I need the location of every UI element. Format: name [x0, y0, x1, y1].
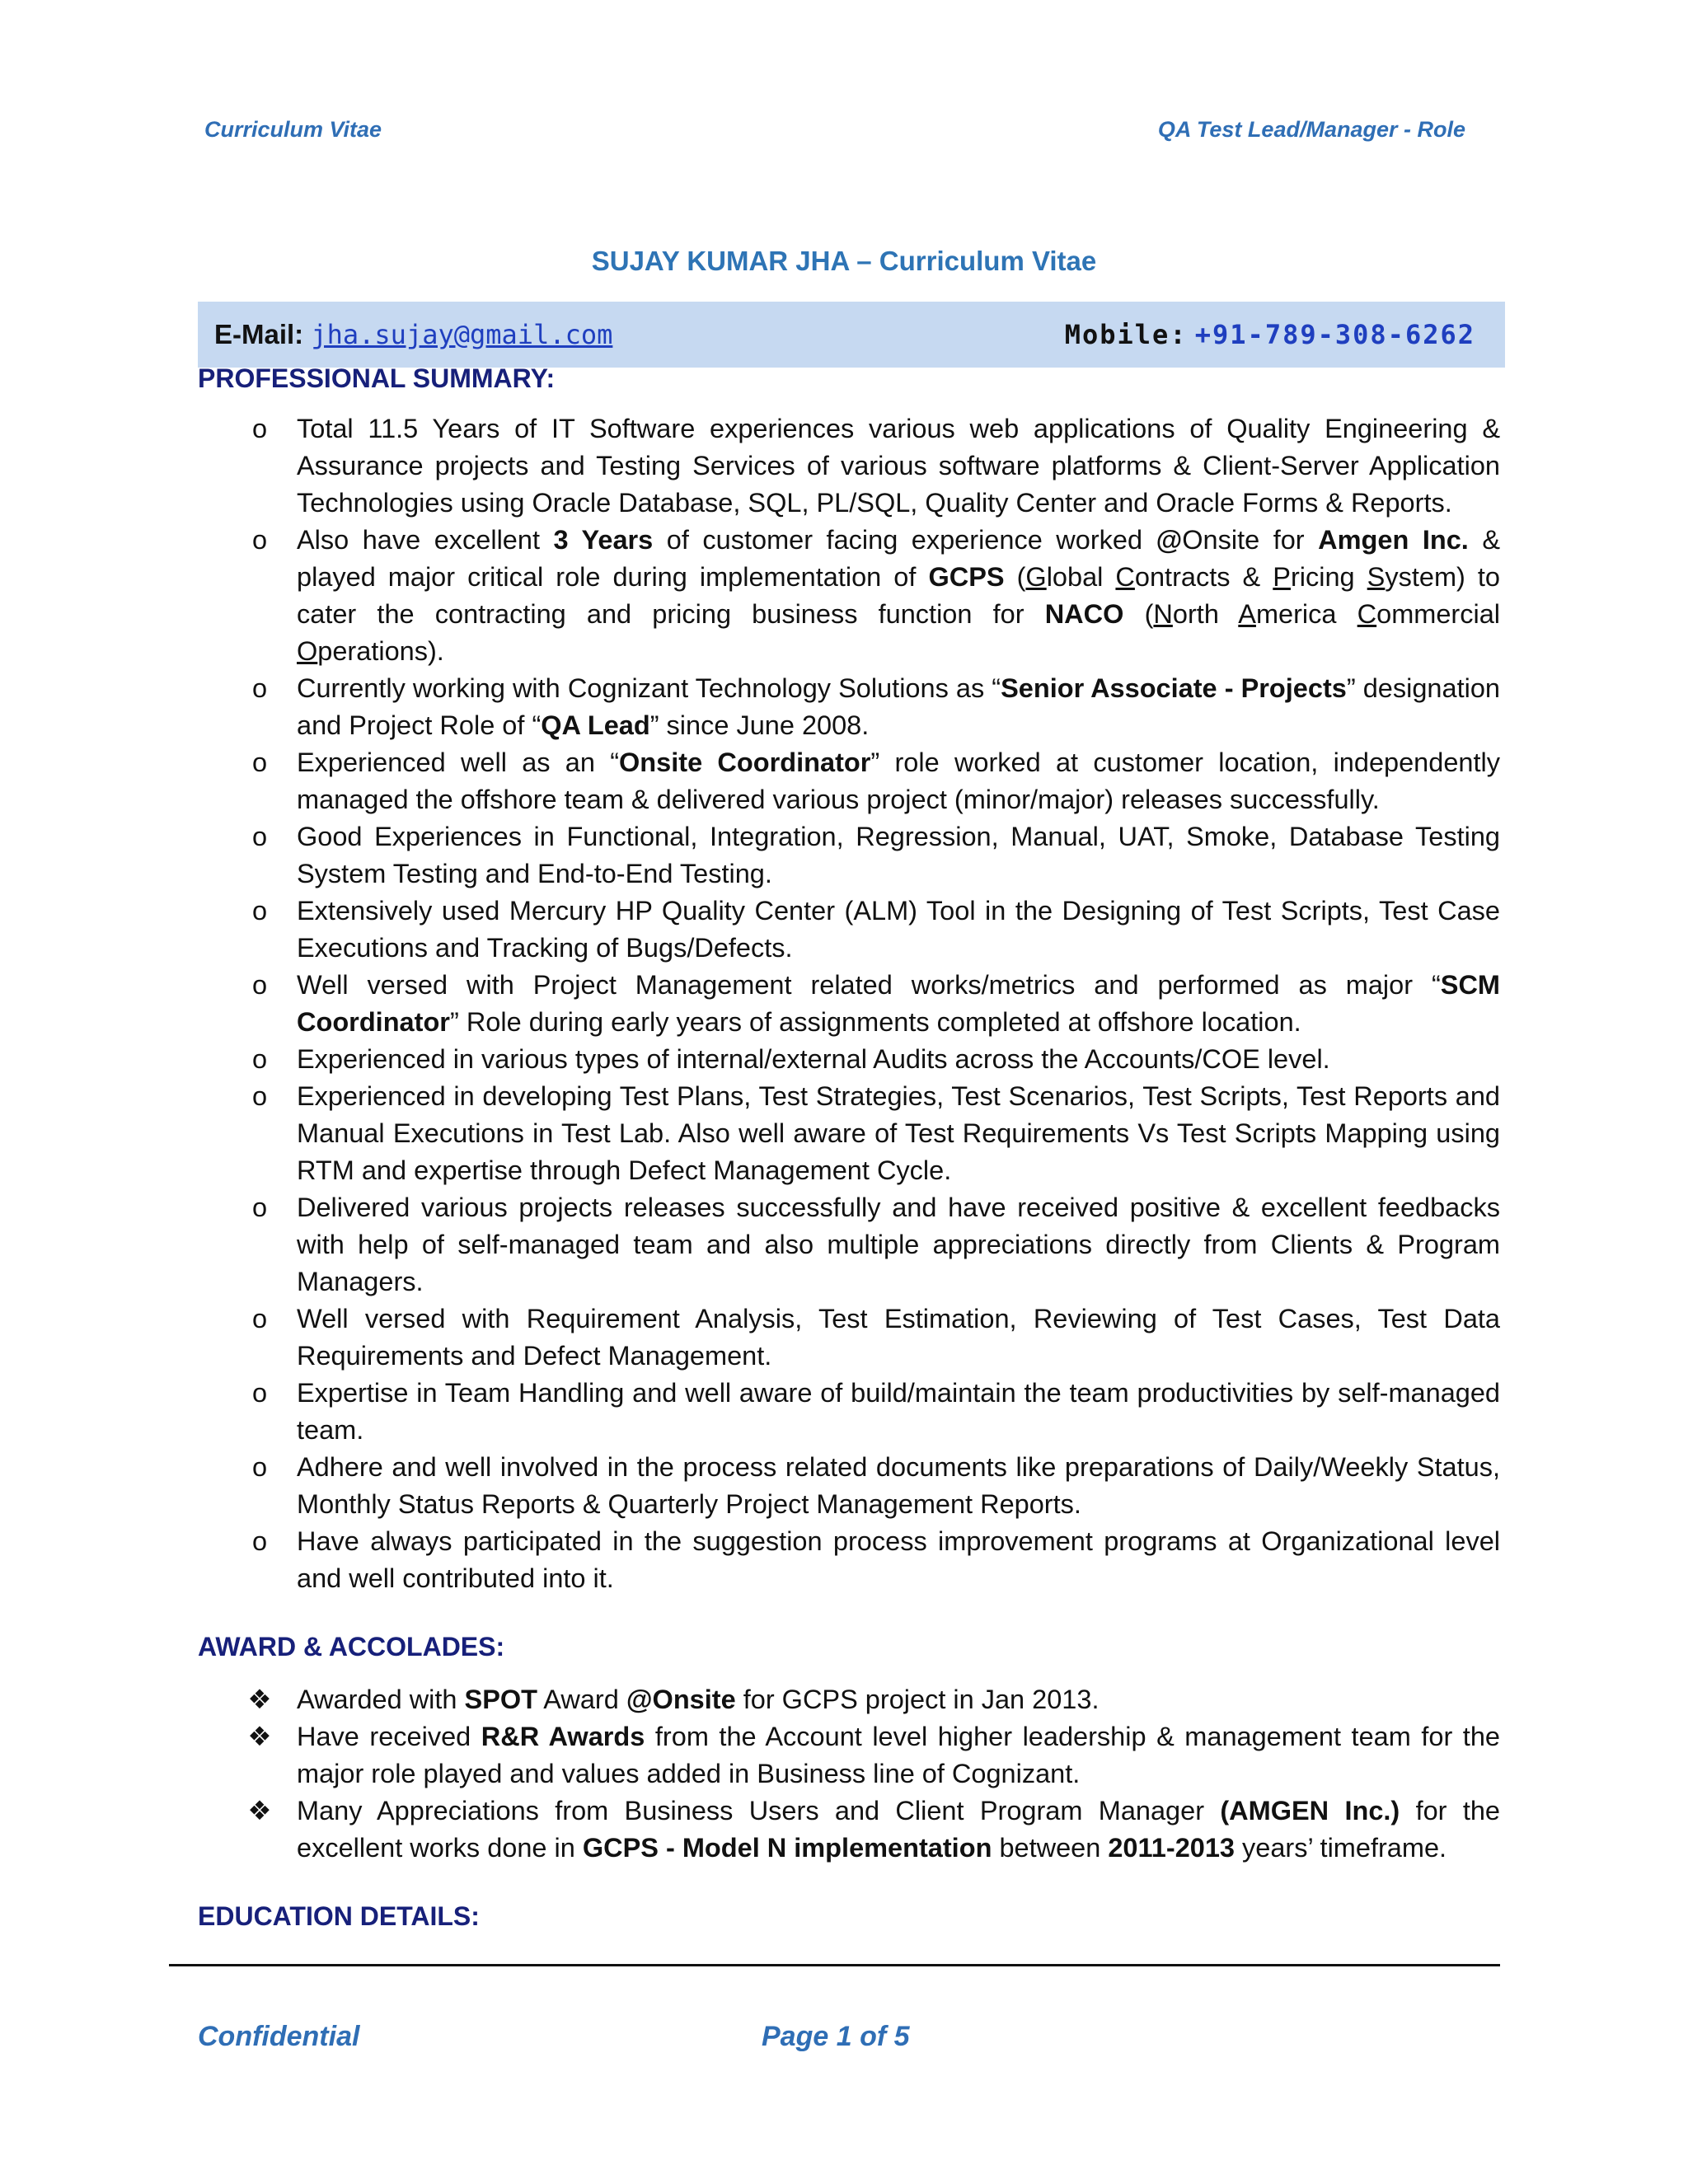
- text-segment: @Onsite: [626, 1685, 736, 1714]
- text-segment: Adhere and well involved in the process related documents like preparations of Daily/Weekly Status, Monthly Status Reports & Quarterly Project Management Reports.: [297, 1452, 1500, 1519]
- text-segment: 2011-2013: [1108, 1833, 1235, 1863]
- email-label: E-Mail:: [214, 319, 304, 349]
- bullet-icon: o: [251, 748, 268, 777]
- list-item: [198, 1301, 1500, 1375]
- bullet-icon: o: [251, 970, 268, 1000]
- list-item-text: [297, 1449, 1500, 1523]
- list-item: [198, 522, 1500, 670]
- awards-list: [198, 1681, 1500, 1867]
- text-segment: Many Appreciations from Business Users and Client Program Manager: [297, 1796, 1221, 1825]
- text-segment: N: [1153, 599, 1173, 629]
- text-segment: perations).: [317, 636, 444, 666]
- text-segment: G: [1025, 562, 1047, 592]
- mobile-label: Mobile:: [1064, 319, 1188, 350]
- text-segment: (: [1123, 599, 1154, 629]
- bullet-icon: o: [251, 1044, 268, 1074]
- list-item-text: [297, 1078, 1500, 1189]
- text-segment: SCM Coordinator: [297, 970, 1500, 1037]
- list-item: [198, 1375, 1500, 1449]
- list-item: [198, 410, 1500, 522]
- list-item-text: [297, 1718, 1500, 1793]
- text-segment: SPOT: [464, 1685, 538, 1714]
- text-segment: ontracts &: [1134, 562, 1273, 592]
- text-segment: of customer facing experience worked: [653, 525, 1156, 555]
- professional-summary-heading: PROFESSIONAL SUMMARY:: [198, 363, 556, 393]
- bullet-icon: o: [251, 673, 268, 703]
- footer-divider: [169, 1964, 1500, 1966]
- email-link[interactable]: jha.sujay@gmail.com: [311, 319, 613, 350]
- text-segment: GCPS - Model N implementation: [582, 1833, 992, 1863]
- professional-summary-list: [198, 410, 1500, 1597]
- text-segment: @: [1156, 525, 1183, 555]
- bullet-icon: o: [251, 1304, 268, 1333]
- text-segment: Experienced well as an “: [297, 748, 620, 777]
- list-item: [198, 1041, 1500, 1078]
- list-item: [198, 893, 1500, 967]
- text-segment: ” designation and Project Role of “: [297, 673, 1500, 740]
- footer-confidential: Confidential: [198, 2021, 360, 2052]
- list-item-text: [297, 1041, 1500, 1078]
- text-segment: Award: [537, 1685, 626, 1714]
- bullet-icon: o: [251, 414, 268, 443]
- text-segment: Also have excellent: [297, 525, 554, 555]
- text-segment: Well versed with Requirement Analysis, Test Estimation, Reviewing of Test Cases, Test Data Requirements and Defect Management.: [297, 1304, 1500, 1371]
- text-segment: Experienced in various types of internal/external Audits across the Accounts/COE level.: [297, 1044, 1330, 1074]
- email-block: [214, 319, 612, 350]
- text-segment: ystem) to cater the contracting and pricing business function for: [297, 562, 1501, 629]
- text-segment: C: [1115, 562, 1135, 592]
- text-segment: Good Experiences in Functional, Integration, Regression, Manual, UAT, Smoke, Database Testing System Testing and End-to-End Testing.: [297, 822, 1500, 888]
- bullet-icon: o: [251, 525, 268, 555]
- text-segment: years’ timeframe.: [1235, 1833, 1447, 1863]
- text-segment: Expertise in Team Handling and well aware of build/maintain the team productivities by self-managed team.: [297, 1378, 1500, 1445]
- list-item-text: [297, 1793, 1500, 1867]
- text-segment: Extensively used Mercury HP Quality Center (ALM) Tool in the Designing of Test Scripts, Test Case Executions and Tracking of Bugs/Defects.: [297, 896, 1500, 963]
- bullet-icon: o: [251, 1081, 268, 1111]
- text-segment: Have received: [297, 1722, 481, 1751]
- list-item-text: [297, 1301, 1500, 1375]
- text-segment: Experienced in developing Test Plans, Test Strategies, Test Scenarios, Test Scripts, Test Reports and Manual Executions in Test Lab. Also well aware of Test Requirements Vs Test Scripts Mapping using RTM and expertise through Defect Management Cycle.: [297, 1081, 1500, 1185]
- footer-page-number: Page 1 of 5: [762, 2021, 910, 2052]
- text-segment: Awarded with: [297, 1685, 465, 1714]
- list-item-text: [297, 744, 1500, 818]
- bullet-icon: o: [251, 822, 268, 851]
- text-segment: Onsite for: [1182, 525, 1319, 555]
- education-heading: EDUCATION DETAILS:: [198, 1901, 480, 1931]
- list-item-text: [297, 893, 1500, 967]
- contact-bar: [198, 302, 1505, 368]
- bullet-icon: o: [251, 1452, 268, 1482]
- text-segment: for GCPS project in Jan 2013.: [735, 1685, 1100, 1714]
- list-item: [198, 1078, 1500, 1189]
- bullet-icon: ❖: [247, 1722, 272, 1751]
- page-title: SUJAY KUMAR JHA – Curriculum Vitae: [591, 246, 1097, 276]
- mobile-number: +91-789-308-6262: [1194, 319, 1475, 350]
- list-item-text: [297, 1681, 1500, 1718]
- text-segment: ommercial: [1376, 599, 1501, 629]
- list-item: [198, 670, 1500, 744]
- list-item: [198, 1189, 1500, 1301]
- text-segment: (AMGEN Inc.): [1220, 1796, 1400, 1825]
- mobile-block: [1065, 319, 1475, 350]
- awards-heading: AWARD & ACCOLADES:: [198, 1632, 505, 1661]
- text-segment: from the Account level higher leadership & management team for the major role played and values added in Business line of Cognizant.: [297, 1722, 1500, 1788]
- list-item: [198, 1681, 1500, 1718]
- bullet-icon: ❖: [247, 1796, 272, 1825]
- text-segment: for the excellent works done in: [297, 1796, 1500, 1863]
- list-item: [198, 1449, 1500, 1523]
- header-left: Curriculum Vitae: [204, 117, 382, 142]
- header-right: QA Test Lead/Manager - Role: [1157, 117, 1465, 142]
- text-segment: GCPS: [928, 562, 1005, 592]
- text-segment: ” since June 2008.: [649, 710, 870, 740]
- list-item: [198, 1793, 1500, 1867]
- text-segment: Well versed with Project Management related works/metrics and performed as major “: [297, 970, 1441, 1000]
- list-item: [198, 1718, 1500, 1793]
- text-segment: 3 Years: [553, 525, 654, 555]
- list-item-text: [297, 818, 1500, 893]
- text-segment: C: [1357, 599, 1377, 629]
- list-item-text: [297, 522, 1500, 670]
- bullet-icon: o: [251, 1378, 268, 1408]
- text-segment: O: [297, 636, 318, 666]
- list-item: [198, 818, 1500, 893]
- text-segment: lobal: [1046, 562, 1116, 592]
- bullet-icon: ❖: [247, 1685, 272, 1714]
- text-segment: R&R Awards: [481, 1722, 645, 1751]
- text-segment: Have always participated in the suggestion process improvement programs at Organizational level and well contributed into it.: [297, 1526, 1500, 1593]
- bullet-icon: o: [251, 1193, 268, 1222]
- text-segment: ” role worked at customer location, independently managed the offshore team & delivered various project (minor/major) releases successfully.: [297, 748, 1500, 814]
- list-item-text: [297, 967, 1500, 1041]
- text-segment: QA Lead: [541, 710, 650, 740]
- text-segment: Currently working with Cognizant Technology Solutions as “: [297, 673, 1001, 703]
- list-item: [198, 744, 1500, 818]
- text-segment: NACO: [1044, 599, 1124, 629]
- text-segment: Onsite Coordinator: [619, 748, 871, 777]
- list-item: [198, 967, 1500, 1041]
- text-segment: (: [1004, 562, 1026, 592]
- bullet-icon: o: [251, 896, 268, 926]
- text-segment: A: [1238, 599, 1256, 629]
- text-segment: P: [1273, 562, 1291, 592]
- text-segment: S: [1367, 562, 1386, 592]
- list-item-text: [297, 410, 1500, 522]
- text-segment: & played major critical role during implementation of: [297, 525, 1500, 592]
- list-item-text: [297, 1189, 1500, 1301]
- list-item: [198, 1523, 1500, 1597]
- list-item-text: [297, 670, 1500, 744]
- bullet-icon: o: [251, 1526, 268, 1556]
- text-segment: ricing: [1290, 562, 1367, 592]
- text-segment: Senior Associate - Projects: [1001, 673, 1347, 703]
- text-segment: between: [992, 1833, 1109, 1863]
- text-segment: Total 11.5 Years of IT Software experiences various web applications of Quality Engineering & Assurance projects and Testing Services of various software platforms & Client-Server Application Technologies using Oracle Database, SQL, PL/SQL, Quality Center and Oracle Forms & Reports.: [297, 414, 1500, 518]
- text-segment: ” Role during early years of assignments completed at offshore location.: [449, 1007, 1301, 1037]
- list-item-text: [297, 1375, 1500, 1449]
- text-segment: Delivered various projects releases successfully and have received positive & excellent feedbacks with help of self-managed team and also multiple appreciations directly from Clients & Program Managers.: [297, 1193, 1500, 1296]
- text-segment: orth: [1172, 599, 1239, 629]
- text-segment: merica: [1255, 599, 1357, 629]
- text-segment: Amgen Inc.: [1318, 525, 1469, 555]
- list-item-text: [297, 1523, 1500, 1597]
